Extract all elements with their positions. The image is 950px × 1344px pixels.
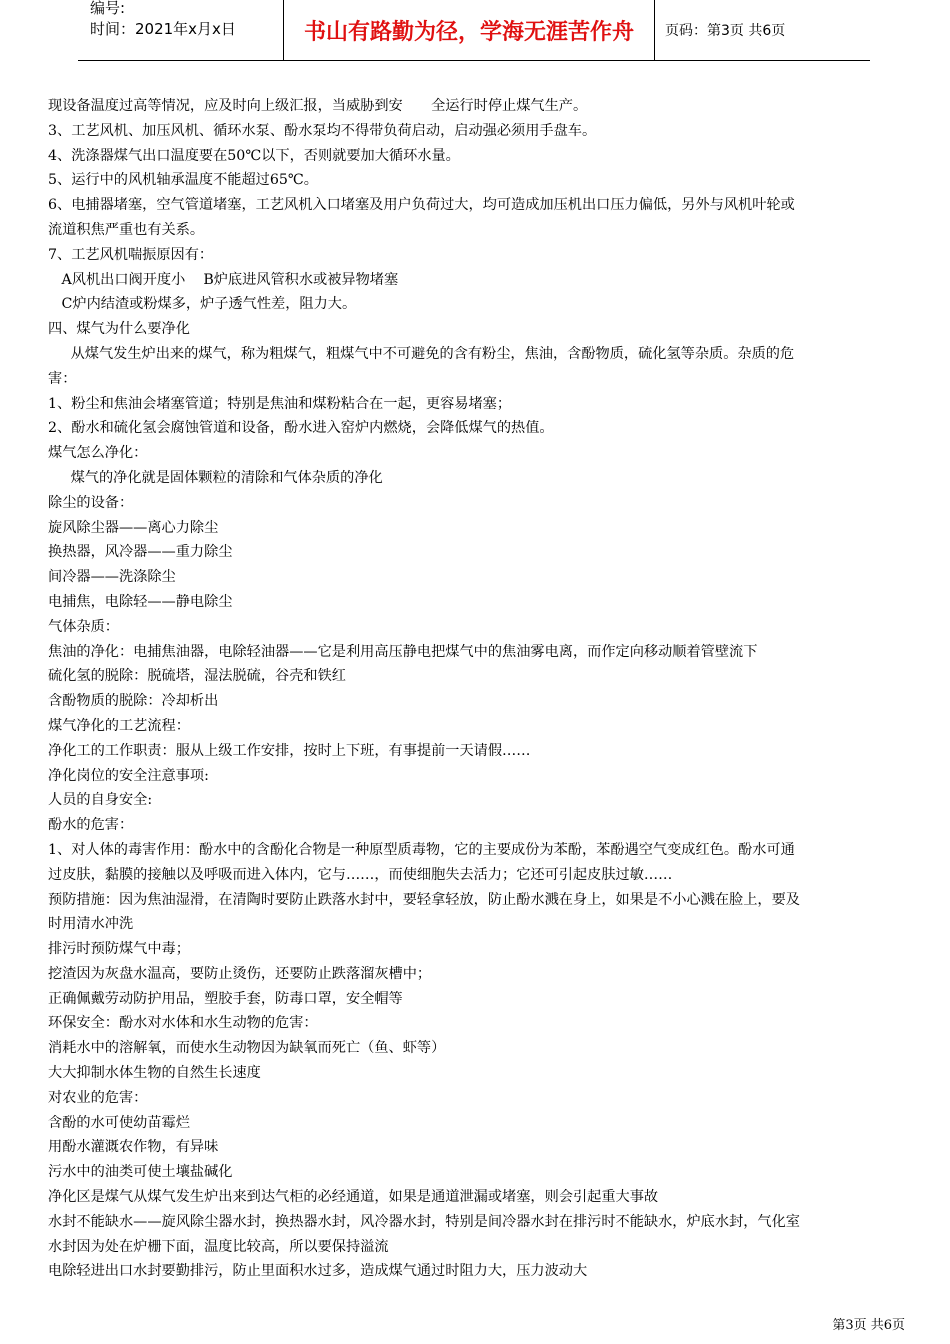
text-line: 正确佩戴劳动防护用品，塑胶手套，防毒口罩，安全帽等 [48,990,403,1007]
text-line: 煤气怎么净化： [48,445,148,462]
page-footer: 第3页 共6页 [832,1318,905,1333]
header-meta [78,0,284,60]
text-line: 电捕焦，电除轻——静电除尘 [48,593,233,610]
text-line: 预防措施：因为焦油湿滑，在清陶时要防止跌落水封中，要轻拿轻放，防止酚水溅在身上，如果是不小心溅在脸上，要及 [48,891,800,908]
text-line: 水封因为处在炉栅下面，温度比较高，所以要保持溢流 [48,1238,389,1255]
text-line: 硫化氢的脱除：脱硫塔，湿法脱硫，谷壳和铁红 [48,668,346,685]
text-line: 水封不能缺水——旋风除尘器水封，换热器水封，风冷器水封，特别是间冷器水封在排污时不能缺水，炉底水封，气化室 [48,1213,800,1230]
text-line: 旋风除尘器——离心力除尘 [48,519,219,536]
text-line: 对农业的危害： [48,1089,148,1106]
text-line: 净化岗位的安全注意事项: [48,767,209,784]
text-line: 流道积焦严重也有关系。 [48,221,205,238]
text-line: 时用清水冲洗 [48,916,134,933]
text-line: 气体杂质： [48,618,119,635]
text-line: 4、洗涤器煤气出口温度要在50℃以下，否则就要加大循环水量。 [48,147,460,164]
text-line: 间冷器——洗涤除尘 [48,569,176,586]
doc-code-label: 编号: [90,0,126,17]
text-line: 从煤气发生炉出来的煤气，称为粗煤气，粗煤气中不可避免的含有粉尘，焦油，含酚物质，硫化氢等杂质。杂质的危 [48,345,795,362]
text-line: 害： [48,370,77,387]
text-line: 1、粉尘和焦油会堵塞管道；特别是焦油和煤粉粘合在一起，更容易堵塞； [48,395,512,412]
text-line: 7、工艺风机喘振原因有： [48,246,214,263]
text-line: 净化区是煤气从煤气发生炉出来到达气柜的必经通道，如果是通道泄漏或堵塞，则会引起重大事故 [48,1189,659,1206]
text-line: 3、工艺风机、加压风机、循环水泵、酚水泵均不得带负荷启动，启动强必须用手盘车。 [48,122,597,139]
text-line: C炉内结渣或粉煤多，炉子透气性差，阻力大。 [48,296,357,313]
text-line: 2、酚水和硫化氢会腐蚀管道和设备，酚水进入窑炉内燃烧，会降低煤气的热值。 [48,420,554,437]
text-line: 除尘的设备： [48,494,134,511]
text-line: 人员的自身安全: [48,792,153,809]
text-line: 用酚水灌溉农作物，有异味 [48,1139,219,1156]
text-line: 换热器，风冷器——重力除尘 [48,544,233,561]
text-line: 消耗水中的溶解氧，而使水生动物因为缺氧而死亡（鱼、虾等） [48,1040,446,1057]
text-line: A风机出口阀开度小 B炉底进风管积水或被异物堵塞 [48,271,399,288]
text-line: 四、煤气为什么要净化 [48,321,190,338]
text-line: 6、电捕器堵塞，空气管道堵塞，工艺风机入口堵塞及用户负荷过大，均可造成加压机出口压力偏低，另外与风机叶轮或 [48,197,795,214]
text-line: 煤气的净化就是固体颗粒的清除和气体杂质的净化 [48,469,383,486]
text-line: 污水中的油类可使土壤盐碱化 [48,1164,233,1181]
document-body [48,94,910,1284]
page-header [78,0,870,61]
text-line: 电除轻进出口水封要勤排污，防止里面积水过多，造成煤气通过时阻力大，压力波动大 [48,1263,588,1280]
text-line: 挖渣因为灰盘水温高，要防止烫伤，还要防止跌落溜灰槽中； [48,965,432,982]
doc-time-label: 时间：2021年x月x日 [90,20,236,38]
text-line: 环保安全：酚水对水体和水生动物的危害： [48,1015,318,1032]
text-line: 净化工的工作职责：服从上级工作安排，按时上下班，有事提前一天请假…… [48,742,531,759]
text-line: 含酚的水可使幼苗霉烂 [48,1114,190,1131]
text-line: 焦油的净化：电捕焦油器，电除轻油器——它是利用高压静电把煤气中的焦油雾电离，而作定向移动顺着管壁流下 [48,643,758,660]
text-line: 煤气净化的工艺流程： [48,717,190,734]
text-line: 酚水的危害： [48,817,134,834]
header-page-info: 页码：第3页 共6页 [665,23,786,39]
text-line: 过皮肤，黏膜的接触以及呼吸而进入体内，它与……，而使细胞失去活力；它还可引起皮肤过敏…… [48,866,673,883]
text-line: 现设备温度过高等情况，应及时向上级汇报，当威胁到安 全运行时停止煤气生产。 [48,98,588,114]
text-line: 大大抑制水体生物的自然生长速度 [48,1065,261,1082]
text-line: 排污时预防煤气中毒； [48,941,190,958]
text-line: 含酚物质的脱除：冷却析出 [48,693,219,710]
header-motto: 书山有路勤为径，学海无涯苦作舟 [284,0,655,60]
text-line: 1、对人体的毒害作用：酚水中的含酚化合物是一种原型质毒物，它的主要成份为苯酚，苯酚遇空气变成红色。酚水可通 [48,841,795,858]
text-line: 5、运行中的风机轴承温度不能超过65℃。 [48,172,318,189]
